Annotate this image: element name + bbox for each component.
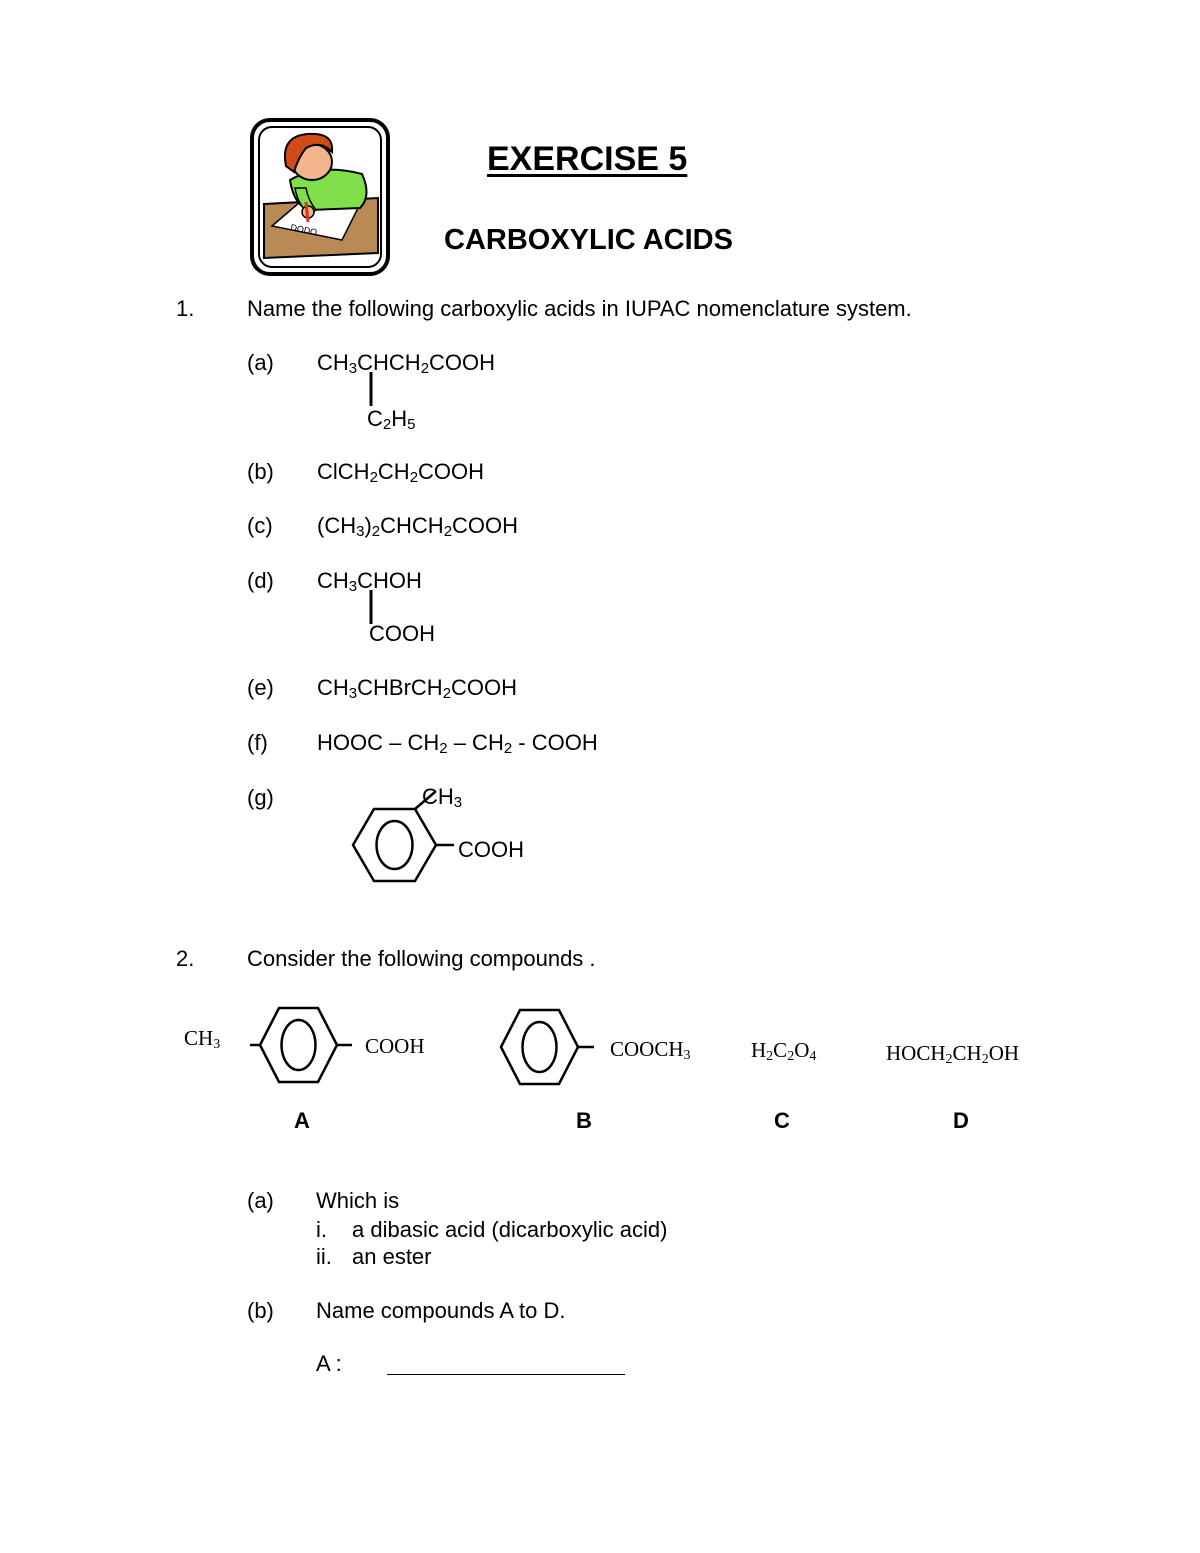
q1-prompt: Name the following carboxylic acids in IUPAC nomenclature system.	[247, 296, 912, 321]
clipart-student-writing	[250, 118, 390, 276]
page-subtitle: CARBOXYLIC ACIDS	[444, 224, 733, 256]
q1-number: 1.	[176, 296, 195, 321]
q1b-label: (b)	[247, 459, 274, 484]
q2b-label: (b)	[247, 1298, 274, 1323]
compound-d-letter: D	[953, 1108, 969, 1133]
q1e-label: (e)	[247, 675, 274, 700]
q1e-formula: $CH_3CHBrCH_2COOH$	[317, 675, 518, 702]
q2a-text: Which is	[316, 1188, 400, 1213]
compound-b-cooch3: $COOCH_3$	[610, 1037, 691, 1063]
compound-c-formula: $H_2C_2O_4$	[751, 1038, 817, 1064]
q2a-sub-ii-num: ii.	[316, 1244, 332, 1269]
q2b-answer-line[interactable]	[387, 1374, 625, 1375]
q1b-formula: $ClCH_2CH_2COOH$	[317, 459, 485, 486]
q2b-answer-label: A :	[316, 1351, 342, 1376]
compound-c-letter: C	[774, 1108, 790, 1133]
q1d-branch: COOH	[369, 621, 435, 646]
q1d-formula: $CH_3CHOH$	[317, 568, 422, 595]
q1d-label: (d)	[247, 568, 274, 593]
q1a-branch: $C_2H_5$	[367, 406, 416, 433]
q1a-formula: $CH_3CHCH_2COOH$	[317, 350, 496, 377]
q2a-sub-ii-text: an ester	[352, 1244, 432, 1269]
q2-prompt: Consider the following compounds .	[247, 946, 596, 971]
q2b-text: Name compounds A to D.	[316, 1298, 566, 1323]
page-title: EXERCISE 5	[487, 140, 688, 178]
compound-d-formula: $HOCH_2CH_2OH$	[886, 1041, 1020, 1067]
q2-number: 2.	[176, 946, 195, 971]
svg-text:DODO: DODO	[289, 222, 319, 238]
compound-a-letter: A	[294, 1108, 310, 1133]
compound-a-benzene-ring	[244, 1000, 359, 1090]
q1a-label: (a)	[247, 350, 274, 375]
q1g-substituent-cooh: COOH	[458, 837, 524, 862]
q1g-substituent-ch3: $CH_3$	[422, 784, 463, 811]
q1f-formula: HOOC – $CH_2 - CH_2$ - COOH	[317, 730, 598, 757]
q1d-bond	[368, 590, 374, 624]
compound-b-letter: B	[576, 1108, 592, 1133]
q1g-label: (g)	[247, 785, 274, 810]
q1c-formula: $(CH_3)_2CHCH_2COOH$	[317, 513, 519, 540]
q2a-label: (a)	[247, 1188, 274, 1213]
compound-a-ch3: $CH_3$	[184, 1026, 221, 1052]
q1f-label: (f)	[247, 730, 268, 755]
q1a-bond	[368, 372, 374, 406]
q2a-sub-i-text: a dibasic acid (dicarboxylic acid)	[352, 1217, 668, 1242]
q1c-label: (c)	[247, 513, 273, 538]
compound-b-benzene-ring	[496, 1002, 606, 1092]
q1g-benzene-ring	[330, 780, 510, 890]
q2a-sub-i-num: i.	[316, 1217, 327, 1242]
compound-a-cooh: COOH	[365, 1034, 425, 1058]
